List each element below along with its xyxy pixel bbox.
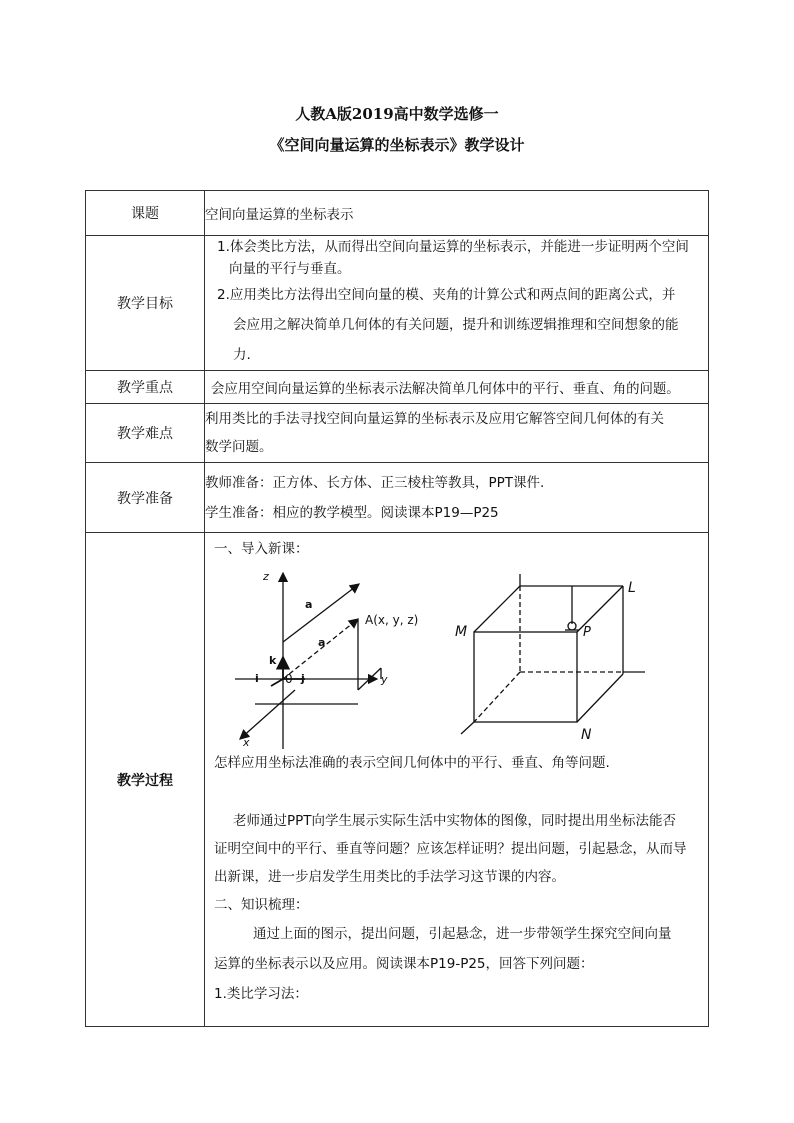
vector-a-top	[283, 584, 359, 642]
content-prep	[205, 463, 709, 533]
label-N: N	[581, 727, 592, 743]
label-difficulty: 教学难点	[86, 404, 205, 463]
content-topic: 空间向量运算的坐标表示	[205, 191, 709, 236]
label-i: i	[255, 672, 259, 685]
content-key: 会应用空间向量运算的坐标表示法解决简单几何体中的平行、垂直、角的问题。	[205, 371, 709, 404]
i-vector	[271, 679, 283, 686]
process-question: 怎样应用坐标法准确的表示空间几何体中的平行、垂直、角等问题.	[214, 755, 610, 771]
row-goals	[86, 236, 709, 371]
cube-labels	[455, 580, 636, 743]
label-M: M	[455, 624, 468, 640]
para2-line1: 通过上面的图示，提出问题，引起悬念，进一步带领学生探究空间向量	[253, 926, 672, 942]
coordinate-labels	[242, 570, 418, 749]
content-process	[205, 533, 709, 1027]
doc-title-line2: 《空间向量运算的坐标表示》教学设计	[269, 136, 525, 154]
prep-student: 学生准备：相应的教学模型。阅读课本P19—P25	[205, 504, 499, 521]
label-L: L	[628, 580, 636, 596]
figure-area	[205, 564, 708, 749]
goal-2-line3: 力.	[233, 347, 251, 363]
row-topic	[86, 191, 709, 236]
label-j: j	[301, 672, 305, 685]
label-y: y	[381, 673, 388, 686]
row-key	[86, 371, 709, 404]
cube-edge-br	[577, 674, 623, 722]
label-a-top: a	[305, 598, 313, 611]
content-goals	[205, 236, 709, 371]
label-prep: 教学准备	[86, 463, 205, 533]
cube-hidden-diagonal	[474, 672, 520, 722]
label-key: 教学重点	[86, 371, 205, 404]
section-knowledge: 二、知识梳理：	[214, 897, 309, 913]
difficulty-line1: 利用类比的手法寻找空间向量运算的坐标表示及应用它解答空间几何体的有关	[205, 411, 664, 427]
row-prep	[86, 463, 709, 533]
label-x: x	[243, 736, 250, 749]
figure-svg	[205, 564, 709, 749]
para1-line3: 出新课，进一步启发学生用类比的手法学习这节课的内容。	[214, 869, 565, 885]
x-axis	[240, 690, 295, 739]
label-goals: 教学目标	[86, 236, 205, 371]
goal-1-line1: 1.体会类比方法，从而得出空间向量运算的坐标表示，并能进一步证明两个空间	[217, 239, 689, 255]
row-difficulty	[86, 404, 709, 463]
item-analogy: 1.类比学习法：	[214, 986, 308, 1002]
cube-extension-bottom	[461, 722, 474, 734]
content-difficulty	[205, 404, 709, 463]
cube-edge-tl	[474, 586, 520, 632]
label-point-A: A(x, y, z)	[365, 613, 419, 627]
doc-title-line1: 人教A版2019高中数学选修一	[295, 105, 499, 123]
label-topic: 课题	[86, 191, 205, 236]
para2-line2: 运算的坐标表示以及应用。阅读课本P19-P25，回答下列问题：	[214, 956, 594, 972]
row-process	[86, 533, 709, 1027]
cube-front-face	[474, 632, 577, 722]
vector-OA	[283, 619, 358, 679]
cube-figure	[461, 574, 645, 734]
lesson-plan-table	[85, 190, 709, 1027]
label-z: z	[263, 570, 269, 583]
goal-2-line2: 会应用之解决简单几何体的有关问题，提升和训练逻辑推理和空间想象的能	[233, 317, 679, 333]
label-a-mid: a	[318, 636, 326, 649]
section-intro: 一、导入新课：	[214, 541, 309, 557]
label-process: 教学过程	[86, 533, 205, 1027]
goal-1-line2: 向量的平行与垂直。	[229, 261, 351, 277]
difficulty-line2: 数学问题。	[205, 439, 273, 455]
para1-line1: 老师通过PPT向学生展示实际生活中实物体的图像，同时提出用坐标法能否	[233, 813, 677, 829]
label-P: P	[583, 625, 591, 640]
goal-2-line1: 2.应用类比方法得出空间向量的模、夹角的计算公式和两点间的距离公式，并	[217, 287, 676, 303]
prep-teacher: 教师准备：正方体、长方体、正三棱柱等教具，PPT课件.	[205, 474, 545, 491]
label-k: k	[269, 654, 277, 667]
label-origin: 0	[285, 672, 293, 686]
para1-line2: 证明空间中的平行、垂直等问题？应该怎样证明？提出问题，引起悬念，从而导	[214, 841, 687, 857]
